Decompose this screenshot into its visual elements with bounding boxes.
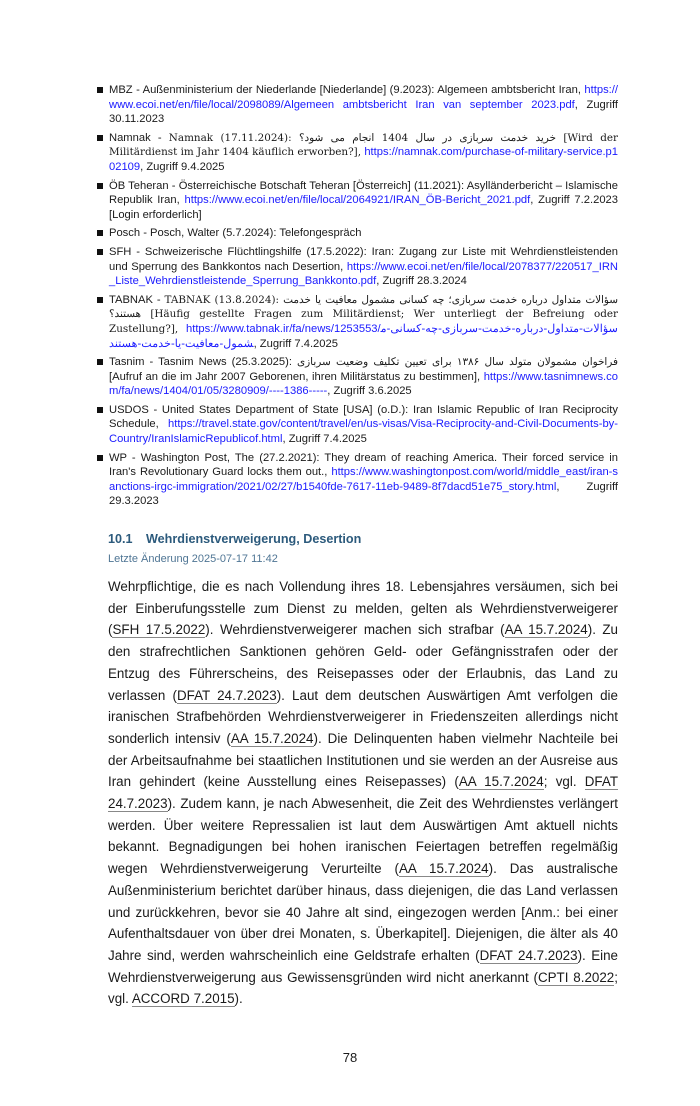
citation-link[interactable]: AA 15.7.2024 bbox=[398, 861, 489, 877]
reference-serif-text: [Wird der Militärdienst im Jahr 1404 käuflich erworben?], bbox=[109, 131, 618, 159]
bullet-icon bbox=[97, 249, 103, 255]
text-segment: ÖB Teheran - Österreichische Botschaft Teheran [Österreich] (11.2021): Asylländerbericht – Islamische Republik Iran, bbox=[109, 179, 618, 207]
reference-link[interactable]: https://namnak.com/purchase-of-military-service.p102109 bbox=[109, 146, 619, 173]
bullet-icon bbox=[97, 359, 103, 365]
citation-link[interactable]: AA 15.7.2024 bbox=[230, 730, 314, 746]
citation-link[interactable]: CPTI 8.2022 bbox=[537, 969, 615, 985]
citation-link[interactable]: AA 15.7.2024 bbox=[458, 774, 544, 790]
body-paragraph bbox=[108, 576, 618, 1010]
reference-item bbox=[96, 179, 618, 223]
bullet-icon bbox=[97, 135, 103, 141]
text-segment: ; vgl. bbox=[543, 774, 585, 790]
text-segment: ). Laut dem deutschen Auswärtigen Amt verfolgen die iranischen Strafbehörden Wehrdienstverweigerer in Friedenszeiten allerdings nicht sonderlich intensiv ( bbox=[108, 687, 618, 746]
reference-link[interactable]: https://www.tasnimnews.com/fa/news/1404/01/05/3280909/----1386----- bbox=[109, 370, 618, 398]
reference-serif-text: Namnak (17.11.2024): bbox=[168, 131, 299, 144]
text-segment: [Aufruf an die im Jahr 2007 Geborenen, ihren Militärstatus zu bestimmen], bbox=[109, 370, 484, 383]
reference-link[interactable]: https://www.ecoi.net/en/file/local/2078377/220517_IRN_Liste_Wehrdienstleistende_Sperrung_Bankkonto.pdf bbox=[109, 260, 618, 288]
reference-persian-title: فراخوان مشمولان متولد سال ۱۳۸۶ برای تعیین تکلیف وضعیت سربازی bbox=[297, 356, 618, 369]
page-number: 78 bbox=[342, 1050, 358, 1066]
reference-persian-title: سؤالات متداول درباره خدمت سربازی؛ چه کسانی مشمول معافیت یا خدمت هستند؟ bbox=[109, 293, 618, 321]
reference-serif-text: TABNAK (13.8.2024): bbox=[164, 293, 284, 306]
text-segment: Wehrpflichtige, die es nach Vollendung ihres 18. Lebensjahres versäumen, sich bei der Einberufungsstelle zum Dienst zu melden, gelten als Wehrdienstverweigerer ( bbox=[108, 579, 618, 638]
text-segment: USDOS - United States Department of State [USA] (o.D.): Iran Islamic Republic of Iran Reciprocity Schedule, bbox=[109, 403, 618, 431]
text-segment: WP - Washington Post, The (27.2.2021): They dream of reaching America. Their forced service in Iran's Revolutionary Guard locks them out., bbox=[109, 451, 618, 479]
section-number: 10.1 bbox=[108, 532, 133, 547]
text-segment: , Zugriff 7.4.2025 bbox=[282, 433, 367, 446]
reference-item bbox=[96, 355, 618, 399]
citation-link[interactable]: ACCORD 7.2015 bbox=[131, 991, 235, 1007]
text-segment: ). bbox=[234, 991, 243, 1007]
reference-link[interactable]: https://www.ecoi.net/en/file/local/2064921/IRAN_ÖB-Bericht_2021.pdf bbox=[184, 194, 531, 207]
reference-link[interactable]: https://www.tabnak.ir/fa/news/1253553/سؤالات-متداول-درباره-خدمت-سربازی-چه-کسانی-مشمول-معافیت-یا-خدمت-هستند bbox=[109, 322, 618, 350]
reference-list bbox=[96, 83, 618, 509]
text-segment: Tasnim - Tasnim News (25.3.2025): bbox=[109, 356, 298, 369]
citation-link[interactable]: DFAT 24.7.2023 bbox=[479, 947, 578, 963]
citation-link[interactable]: AA 15.7.2024 bbox=[504, 622, 588, 638]
reference-item bbox=[96, 83, 618, 127]
text-segment: ). Wehrdienstverweigerer machen sich strafbar ( bbox=[205, 622, 505, 638]
text-segment: ). Die Delinquenten haben vielmehr Nachteile bei der Arbeitsaufnahme bei staatlichen Institutionen und sie werden an der Ausreise aus Iran gehindert (keine Ausstellung eines Reisepasses) ( bbox=[108, 730, 619, 790]
bullet-icon bbox=[97, 87, 103, 93]
text-segment: ). Eine Wehrdienstverweigerung aus Gewissensgründen wird nicht anerkannt ( bbox=[108, 947, 619, 985]
text-segment: ). Zu den strafrechtlichen Sanktionen gehören Geld- oder Gefängnisstrafen oder der Entzug des Führerscheins, des Reisepasses oder der Erlaubnis, das Land zu verlassen ( bbox=[108, 622, 619, 703]
reference-item bbox=[96, 293, 618, 351]
text-segment: , Zugriff 9.4.2025 bbox=[140, 160, 225, 173]
reference-link[interactable]: https://travel.state.gov/content/travel/en/us-visas/Visa-Reciprocity-and-Civil-Documents-by-Country/IranIslamicRepublicof.html bbox=[109, 418, 618, 446]
reference-item bbox=[96, 226, 618, 241]
bullet-icon bbox=[97, 297, 103, 303]
section-heading bbox=[108, 531, 618, 547]
citation-link[interactable]: SFH 17.5.2022 bbox=[112, 622, 206, 638]
reference-item bbox=[96, 403, 618, 447]
citation-link[interactable]: DFAT 24.7.2023 bbox=[176, 687, 277, 703]
bullet-icon bbox=[97, 455, 103, 461]
text-segment: TABNAK - bbox=[109, 293, 165, 306]
reference-link[interactable]: https://www.washingtonpost.com/world/middle_east/iran-sanctions-irgc-immigration/2021/02/27/b1540fde-7617-11eb-9489-8f7dacd51e75_story.html bbox=[109, 466, 618, 493]
text-segment: , Zugriff 7.2.2023 [Login erforderlich] bbox=[109, 194, 618, 221]
bullet-icon bbox=[97, 230, 103, 236]
text-segment: MBZ - Außenministerium der Niederlande [Niederlande] (9.2023): Algemeen ambtsbericht Iran, bbox=[109, 84, 585, 96]
text-segment: , Zugriff 7.4.2025 bbox=[253, 337, 338, 350]
last-changed-date: Letzte Änderung 2025-07-17 11:42 bbox=[108, 553, 278, 566]
text-segment: , Zugriff 28.3.2024 bbox=[376, 275, 467, 288]
citation-link[interactable]: DFAT 24.7.2023 bbox=[108, 774, 618, 812]
bullet-icon bbox=[97, 407, 103, 413]
reference-persian-title: خرید خدمت سربازی در سال 1404 انجام می شود؟ bbox=[298, 131, 556, 144]
text-segment: , Zugriff 3.6.2025 bbox=[327, 385, 412, 398]
reference-item bbox=[96, 451, 618, 509]
reference-item bbox=[96, 245, 618, 289]
text-segment: , Zugriff 30.11.2023 bbox=[109, 98, 618, 126]
reference-serif-text: [Häufig gestellte Fragen zum Militärdienst; Wer unterliegt der Befreiung oder Zustellung?], bbox=[109, 308, 618, 335]
section-title: Wehrdienstverweigerung, Desertion bbox=[146, 532, 362, 547]
text-segment: , Zugriff 29.3.2023 bbox=[109, 480, 618, 508]
reference-link[interactable]: https://www.ecoi.net/en/file/local/2098089/Algemeen ambtsbericht Iran van september 2023.pdf bbox=[109, 84, 618, 111]
text-segment: Posch - Posch, Walter (5.7.2024): Telefongespräch bbox=[109, 227, 362, 240]
text-segment: ). Das australische Außenministerium berichtet darüber hinaus, dass diejenigen, die das Land verlassen und zurückkehren, bevor sie 40 Jahre alt sind, eingezogen werden [Anm.: bei einer Aufenthaltsdauer von über drei Monaten, s. Überkapitel]. Diejenigen, die älter als 40 Jahre sind, werden wahrscheinlich eine Geldstrafe erhalten ( bbox=[108, 861, 618, 963]
text-segment: ). Zudem kann, je nach Abwesenheit, die Zeit des Wehrdienstes verlängert werden. Über weitere Repressalien ist laut dem Auswärtigen Amt aktuell nichts bekannt. Begnadigungen bei hohen iranischen Feiertagen betreffen regelmäßig wegen Wehrdienstverweigerung Verurteilte ( bbox=[108, 796, 618, 877]
text-segment: Namnak - bbox=[109, 131, 169, 144]
reference-item bbox=[96, 131, 618, 175]
bullet-icon bbox=[97, 183, 103, 189]
text-segment: ; vgl. bbox=[108, 969, 618, 1007]
text-segment: SFH - Schweizerische Flüchtlingshilfe (17.5.2022): Iran: Zugang zur Liste mit Wehrdienstleistenden und Sperrung des Bankkontos nach Desertion, bbox=[109, 245, 618, 273]
